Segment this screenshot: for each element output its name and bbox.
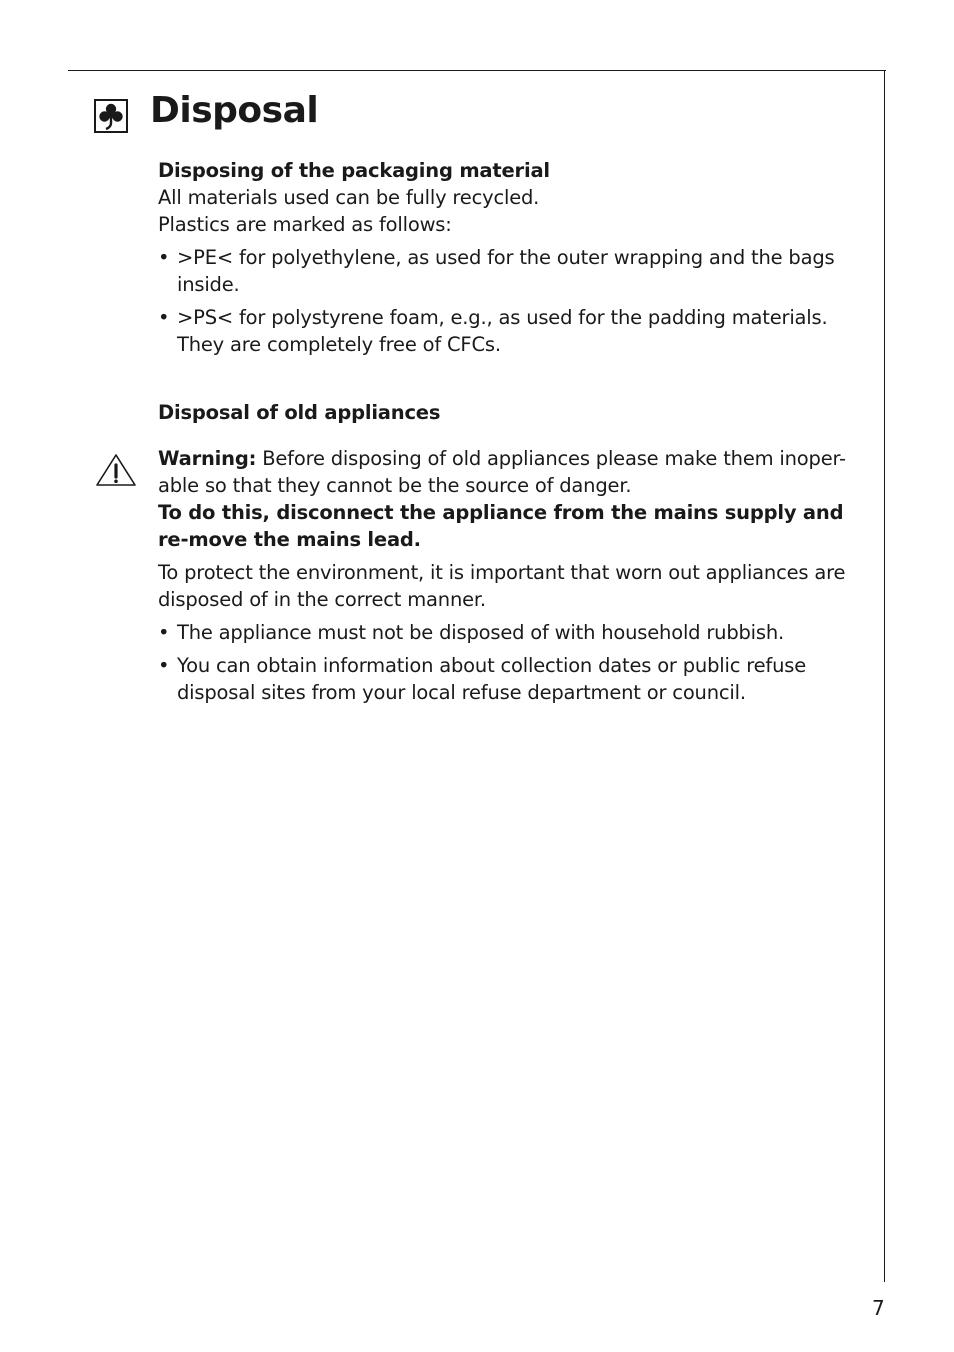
packaging-text-1: All materials used can be fully recycled. xyxy=(158,186,540,209)
warning-instruction: To do this, disconnect the appliance from the mains supply and re-move the mains lead. xyxy=(158,501,844,551)
disposal-list xyxy=(158,619,870,706)
packaging-text-2: Plastics are marked as follows: xyxy=(158,213,452,236)
warning-text: Before disposing of old appliances please make them inoper-able so that they cannot be the source of danger. xyxy=(158,447,846,497)
list-item: • The appliance must not be disposed of with household rubbish. xyxy=(158,619,870,646)
right-rule xyxy=(884,70,885,1282)
environment-text: To protect the environment, it is important that worn out appliances are disposed of in the correct manner. xyxy=(158,561,846,611)
list-item: • You can obtain information about collection dates or public refuse disposal sites from your local refuse department or council. xyxy=(158,652,870,706)
warning-label: Warning: xyxy=(158,447,257,470)
top-rule xyxy=(68,70,886,71)
page-title: Disposal xyxy=(150,90,319,131)
warning-paragraph xyxy=(158,445,870,499)
clover-leaf-icon xyxy=(94,99,128,133)
packaging-list xyxy=(158,244,870,358)
old-appliances-heading: Disposal of old appliances xyxy=(158,401,441,424)
packaging-heading: Disposing of the packaging material xyxy=(158,159,550,182)
list-item: • >PE< for polyethylene, as used for the outer wrapping and the bags inside. xyxy=(158,244,870,298)
warning-triangle-icon xyxy=(94,452,138,488)
list-item: • >PS< for polystyrene foam, e.g., as used for the padding materials. They are completely free of CFCs. xyxy=(158,304,870,358)
page-number: 7 xyxy=(872,1296,885,1320)
main-content xyxy=(158,157,870,706)
